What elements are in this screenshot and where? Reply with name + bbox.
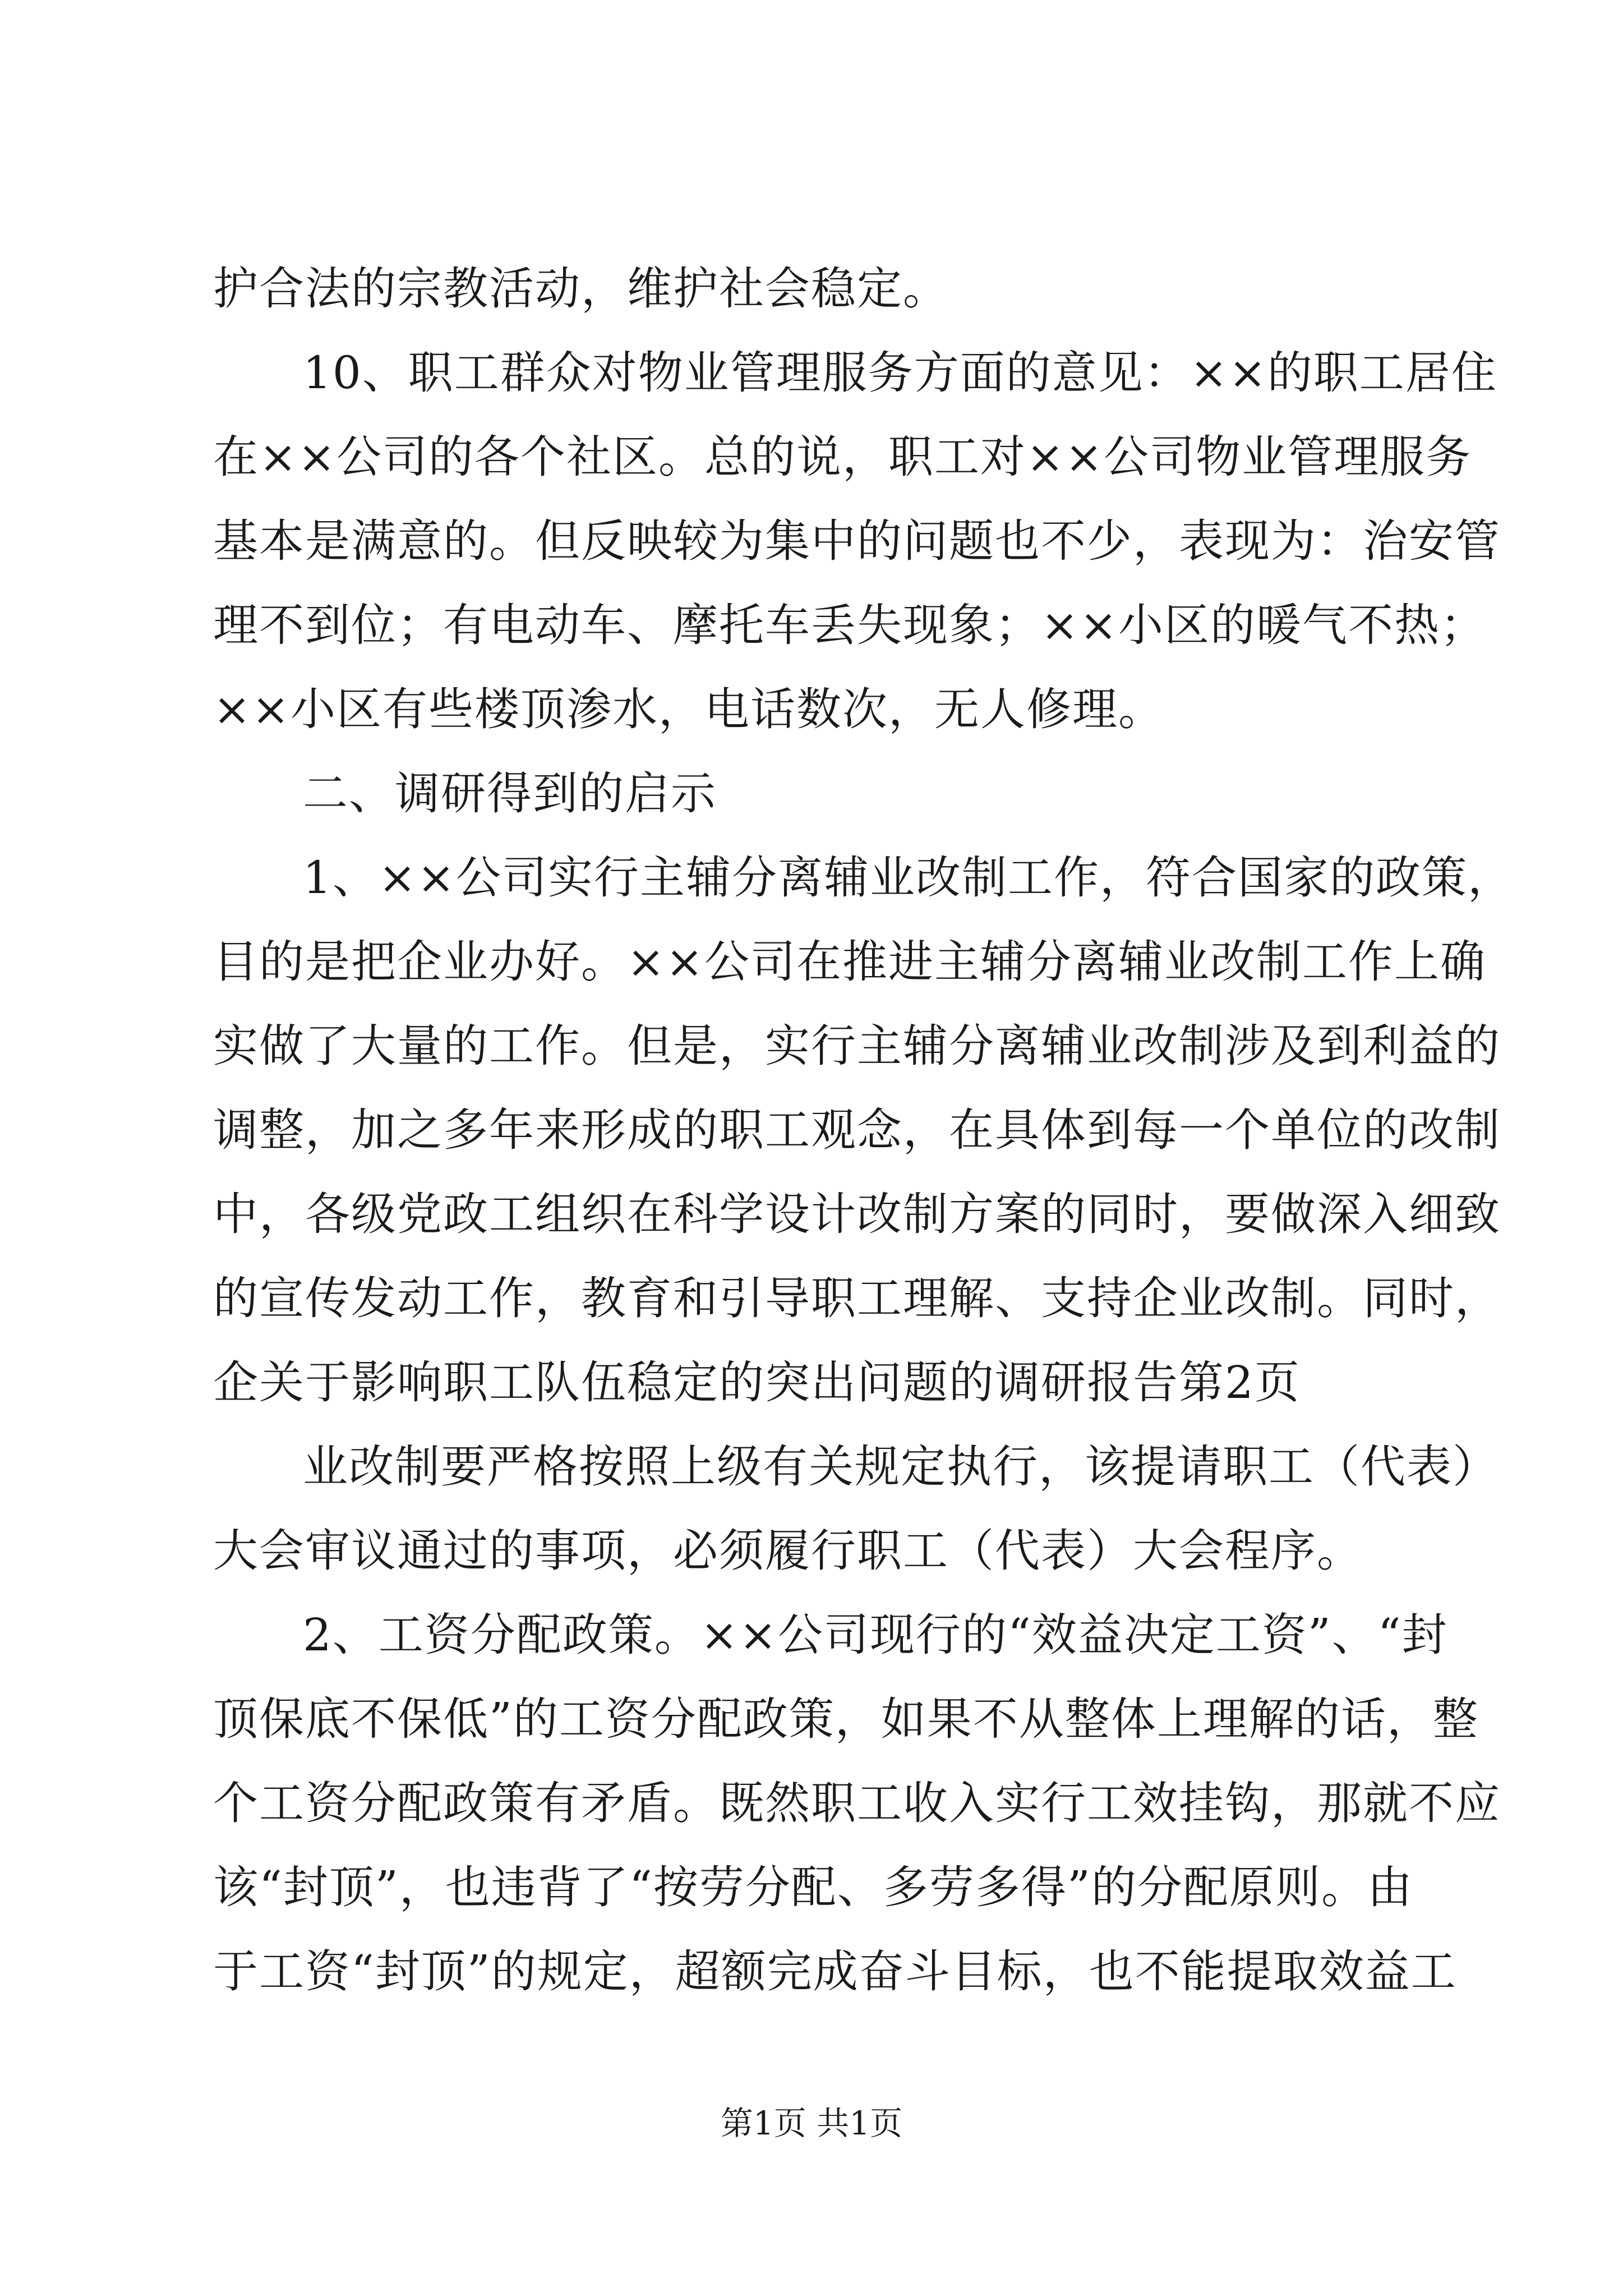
text-line: 大会审议通过的事项，必须履行职工（代表）大会程序。: [213, 1525, 1363, 1577]
text-line: 目的是把企业办好。××公司在推进主辅分离辅业改制工作上确: [213, 936, 1487, 988]
text-line: 顶保底不保低”的工资分配政策，如果不从整体上理解的话，整: [213, 1693, 1479, 1745]
text-line: 该“封顶”，也违背了“按劳分配、多劳多得”的分配原则。由: [213, 1861, 1413, 1913]
text-line: 个工资分配政策有矛盾。既然职工收入实行工效挂钩，那就不应: [213, 1777, 1501, 1829]
text-line: 护合法的宗教活动，维护社会稳定。: [213, 263, 949, 315]
text-line: 在××公司的各个社区。总的说，职工对××公司物业管理服务: [213, 431, 1472, 483]
text-line: 1、××公司实行主辅分离辅业改制工作，符合国家的政策，: [303, 852, 1514, 904]
page-footer: 第1页 共1页: [720, 2104, 903, 2142]
text-line: 于工资“封顶”的规定，超额完成奋斗目标，也不能提取效益工: [213, 1945, 1457, 1998]
text-line: 业改制要严格按照上级有关规定执行，该提请职工（代表）: [303, 1441, 1498, 1493]
text-line: ××小区有些楼顶渗水，电话数次，无人修理。: [213, 683, 1165, 735]
text-line: 实做了大量的工作。但是，实行主辅分离辅业改制涉及到利益的: [213, 1020, 1501, 1072]
text-line: 调整，加之多年来形成的职工观念，在具体到每一个单位的改制: [213, 1104, 1501, 1156]
text-line: 10、职工群众对物业管理服务方面的意见：××的职工居住: [303, 347, 1497, 399]
text-line: 基本是满意的。但反映较为集中的问题也不少，表现为：治安管: [213, 515, 1501, 567]
text-line: 2、工资分配政策。××公司现行的“效益决定工资”、“封: [303, 1609, 1448, 1661]
section-heading: 二、调研得到的启示: [303, 767, 717, 820]
text-line: 理不到位；有电动车、摩托车丢失现象；××小区的暖气不热；: [213, 599, 1487, 651]
text-line: 中，各级党政工组织在科学设计改制方案的同时，要做深入细致: [213, 1188, 1501, 1240]
text-line: 企关于影响职工队伍稳定的突出问题的调研报告第2页: [213, 1356, 1301, 1409]
text-line: 的宣传发动工作，教育和引导职工理解、支持企业改制。同时，: [213, 1272, 1501, 1324]
